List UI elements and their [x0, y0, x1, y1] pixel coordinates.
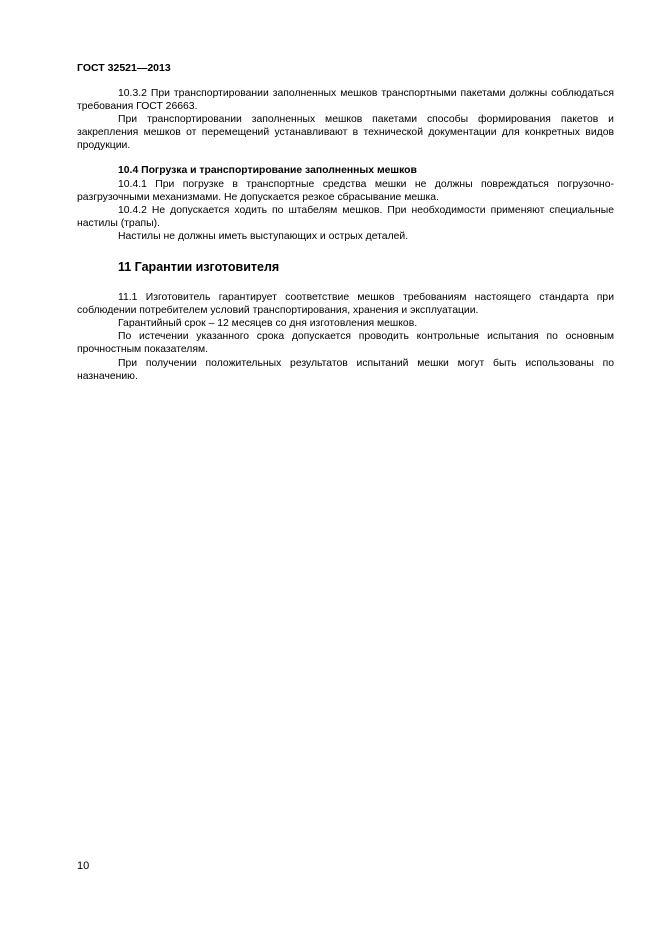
- section-heading-11: 11 Гарантии изготовителя: [118, 260, 280, 275]
- page-number: 10: [77, 860, 90, 872]
- document-header: ГОСТ 32521—2013: [77, 62, 171, 74]
- subsection-heading-10-4: 10.4 Погрузка и транспортирование заполненных мешков: [118, 165, 417, 177]
- paragraph-control-tests: По истечении указанного срока допускается проводить контрольные испытания по основным прочностным показателям.: [77, 331, 614, 356]
- paragraph-warranty-period: Гарантийный срок – 12 месяцев со дня изготовления мешков.: [118, 318, 418, 330]
- document-body: [77, 87, 614, 383]
- paragraph-10-4-1: 10.4.1 При погрузке в транспортные средства мешки не должны повреждаться погрузочно-разгрузочными механизмами. Не допускается резкое сбрасывание мешка.: [77, 178, 614, 203]
- paragraph-packaging: При транспортировании заполненных мешков пакетами способы формирования пакетов и закрепления мешков от перемещений устанавливают в технической документации для конкретных видов продукции.: [77, 114, 614, 152]
- paragraph-11-1: 11.1 Изготовитель гарантирует соответствие мешков требованиям настоящего стандарта при соблюдении потребителем условий транспортирования, хранения и эксплуатации.: [77, 292, 614, 317]
- paragraph-10-3-2: 10.3.2 При транспортировании заполненных мешков транспортными пакетами должны соблюдаться требования ГОСТ 26663.: [77, 88, 614, 113]
- paragraph-decking: Настилы не должны иметь выступающих и острых деталей.: [118, 230, 409, 242]
- paragraph-positive-results: При получении положительных результатов испытаний мешки могут быть использованы по назначению.: [77, 357, 614, 382]
- paragraph-10-4-2: 10.4.2 Не допускается ходить по штабелям мешков. При необходимости применяют специальные настилы (трапы).: [77, 204, 614, 229]
